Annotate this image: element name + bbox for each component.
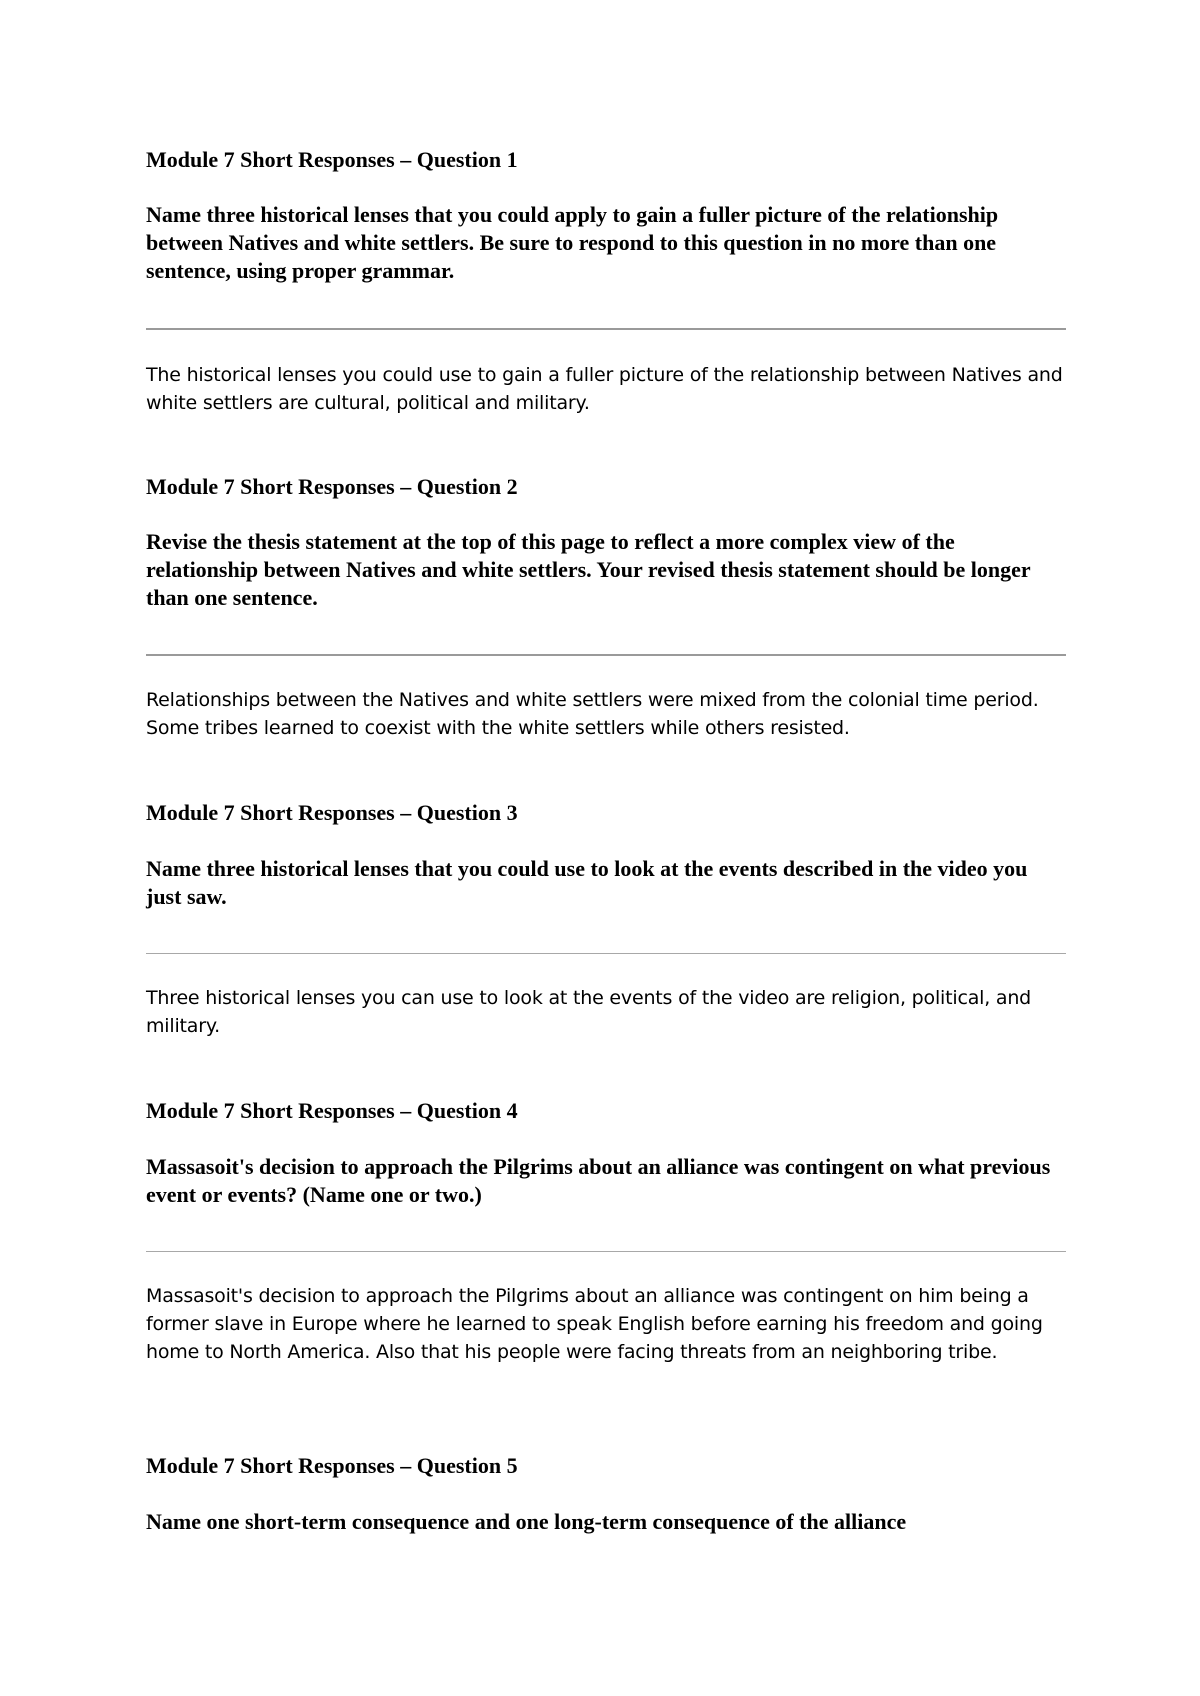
question-3-prompt: Name three historical lenses that you could use to look at the events described in the video you just saw. — [146, 856, 1028, 909]
question-1-answer: The historical lenses you could use to gain a fuller picture of the relationship between Natives and white settlers are cultural, political and military. — [146, 364, 1063, 414]
question-5-prompt: Name one short-term consequence and one long-term consequence of the alliance — [146, 1509, 907, 1534]
question-3-answer: Three historical lenses you can use to look at the events of the video are religion, political, and military. — [146, 987, 1032, 1037]
answer-divider — [146, 1251, 1066, 1252]
question-2-answer: Relationships between the Natives and white settlers were mixed from the colonial time period. Some tribes learned to coexist with the white settlers while others resisted. — [146, 689, 1039, 739]
question-3-heading: Module 7 Short Responses – Question 3 — [146, 800, 518, 825]
question-4-answer: Massasoit's decision to approach the Pilgrims about an alliance was contingent on him being a former slave in Europe where he learned to speak English before earning his freedom and going home to North America. Also that his people were facing threats from an neighboring tribe. — [146, 1285, 1043, 1363]
question-1-prompt: Name three historical lenses that you could apply to gain a fuller picture of the relationship between Natives and white settlers. Be sure to respond to this question in no more than one sentence, using proper grammar. — [146, 202, 999, 283]
question-2-heading: Module 7 Short Responses – Question 2 — [146, 474, 518, 499]
question-1-heading: Module 7 Short Responses – Question 1 — [146, 147, 518, 172]
answer-divider — [146, 328, 1066, 330]
answer-divider — [146, 953, 1066, 954]
question-2-prompt: Revise the thesis statement at the top of this page to reflect a more complex view of the relationship between Natives and white settlers. Your revised thesis statement should be longer than one sentence. — [146, 529, 1031, 610]
question-5-heading: Module 7 Short Responses – Question 5 — [146, 1453, 518, 1478]
question-4-heading: Module 7 Short Responses – Question 4 — [146, 1098, 518, 1123]
answer-divider — [146, 654, 1066, 656]
question-4-prompt: Massasoit's decision to approach the Pilgrims about an alliance was contingent on what previous event or events? (Name one or two.) — [146, 1154, 1051, 1207]
